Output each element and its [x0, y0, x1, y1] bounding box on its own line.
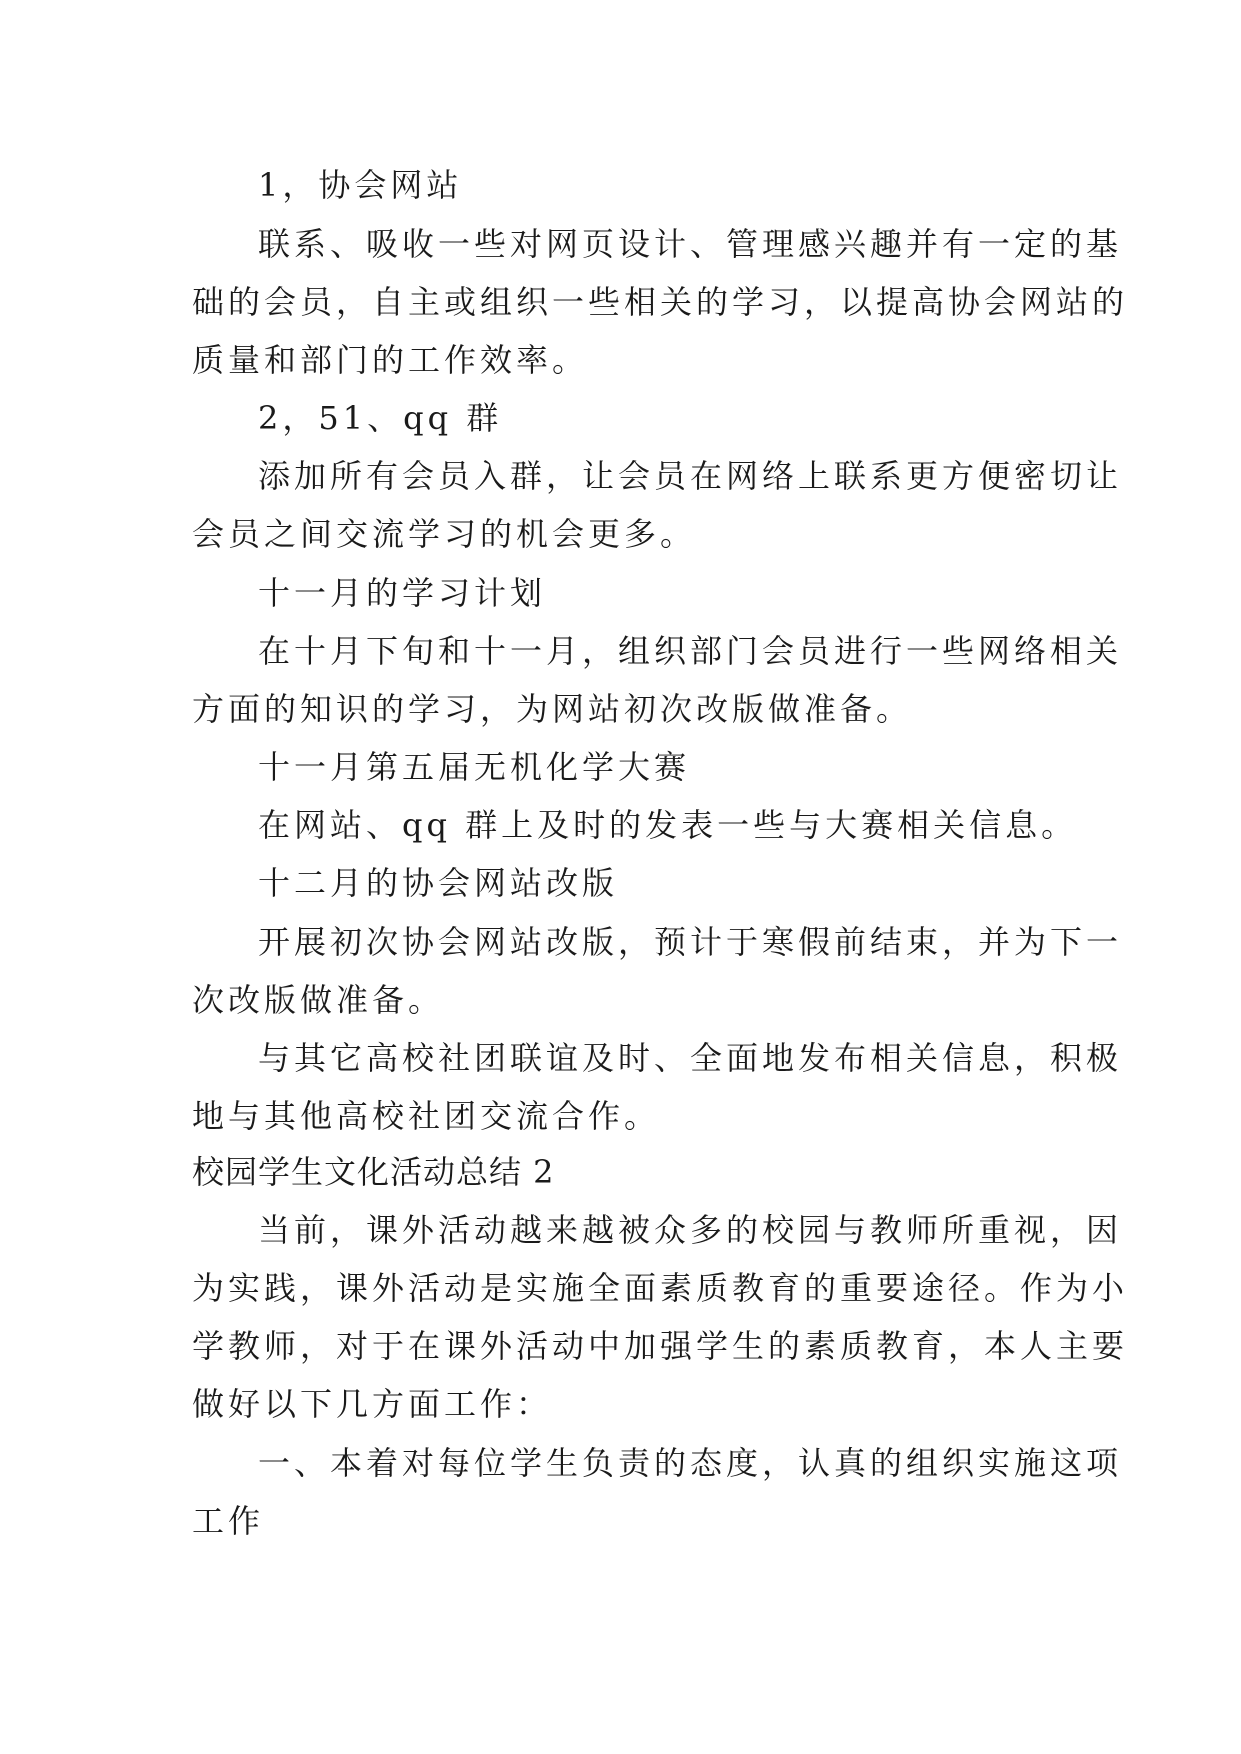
paragraph-line: 方面的知识的学习，为网站初次改版做准备。	[192, 690, 913, 728]
paragraph-line: 次改版做准备。	[192, 981, 445, 1019]
section-heading: 十二月的协会网站改版	[258, 864, 619, 902]
paragraph-line: 联系、吸收一些对网页设计、管理感兴趣并有一定的基	[258, 225, 1123, 263]
paragraph-line: 工作	[192, 1502, 265, 1540]
section-heading: 1，协会网站	[258, 166, 463, 204]
paragraph-line: 当前，课外活动越来越被众多的校园与教师所重视，因	[258, 1211, 1123, 1249]
paragraph-line: 开展初次协会网站改版，预计于寒假前结束，并为下一	[258, 923, 1123, 961]
paragraph-line: 做好以下几方面工作：	[192, 1385, 553, 1423]
paragraph-line: 在网站、qq 群上及时的发表一些与大赛相关信息。	[258, 806, 1078, 844]
section-heading: 十一月的学习计划	[258, 574, 547, 612]
article-title: 校园学生文化活动总结 2	[192, 1153, 555, 1191]
paragraph-line: 与其它高校社团联谊及时、全面地发布相关信息，积极	[258, 1039, 1123, 1077]
section-heading: 2，51、qq 群	[258, 399, 503, 437]
paragraph-line: 地与其他高校社团交流合作。	[192, 1097, 661, 1135]
paragraph-line: 学教师，对于在课外活动中加强学生的素质教育，本人主要	[192, 1327, 1129, 1365]
paragraph-line: 为实践，课外活动是实施全面素质教育的重要途径。作为小	[192, 1269, 1129, 1307]
paragraph-line: 在十月下旬和十一月，组织部门会员进行一些网络相关	[258, 632, 1123, 670]
paragraph-line: 添加所有会员入群，让会员在网络上联系更方便密切让	[258, 457, 1123, 495]
paragraph-line: 一、本着对每位学生负责的态度，认真的组织实施这项	[258, 1444, 1123, 1482]
section-heading: 十一月第五届无机化学大赛	[258, 748, 691, 786]
paragraph-line: 会员之间交流学习的机会更多。	[192, 515, 697, 553]
paragraph-line: 础的会员，自主或组织一些相关的学习，以提高协会网站的	[192, 283, 1129, 321]
paragraph-line: 质量和部门的工作效率。	[192, 341, 589, 379]
